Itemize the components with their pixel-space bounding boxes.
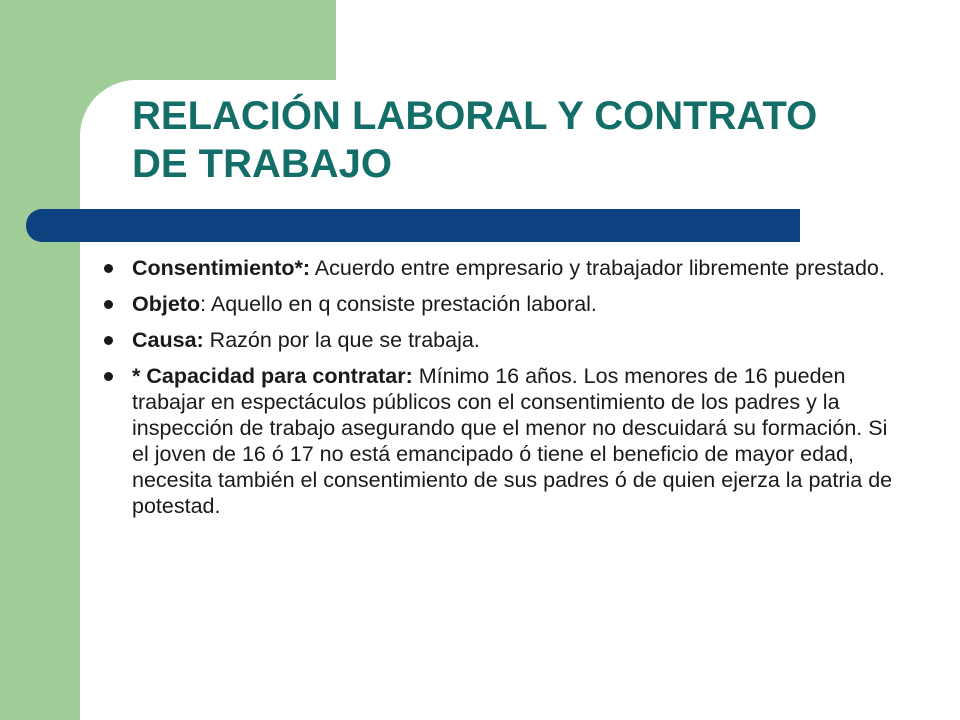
bullet-term: Causa: — [132, 328, 204, 352]
bullet-text: : Aquello en q consiste prestación laboral. — [200, 292, 597, 316]
bullet-item — [104, 291, 904, 317]
slide-title — [132, 92, 892, 188]
bullet-list — [104, 255, 904, 529]
bullet-term: Consentimiento*: — [132, 256, 310, 280]
slide-title-line-2: DE TRABAJO — [132, 142, 393, 186]
slide-title-line-1: RELACIÓN LABORAL Y CONTRATO — [132, 94, 818, 138]
bullet-text: Acuerdo entre empresario y trabajador libremente prestado. — [309, 256, 885, 280]
bullet-term: * Capacidad para contratar: — [132, 364, 413, 388]
title-underline-bar — [26, 209, 800, 242]
bullet-item — [104, 327, 904, 353]
bullet-term: Objeto — [132, 292, 201, 316]
bullet-dot-icon — [104, 300, 113, 309]
bullet-text: Razón por la que se trabaja. — [203, 328, 480, 352]
bullet-item — [104, 255, 904, 281]
bullet-item — [104, 363, 904, 519]
bullet-dot-icon — [104, 336, 113, 345]
bullet-dot-icon — [104, 264, 113, 273]
bullet-text: Mínimo 16 años. Los menores de 16 pueden trabajar en espectáculos públicos con el consentimiento de los padres y la inspección de trabajo asegurando que el menor no descuidará su formación. Si el joven de 16 ó 17 no está emancipado ó tiene el beneficio de mayor edad, necesita también el consentimiento de sus padres ó de quien ejerza la patria de potestad. — [132, 364, 893, 518]
bullet-dot-icon — [104, 372, 113, 381]
